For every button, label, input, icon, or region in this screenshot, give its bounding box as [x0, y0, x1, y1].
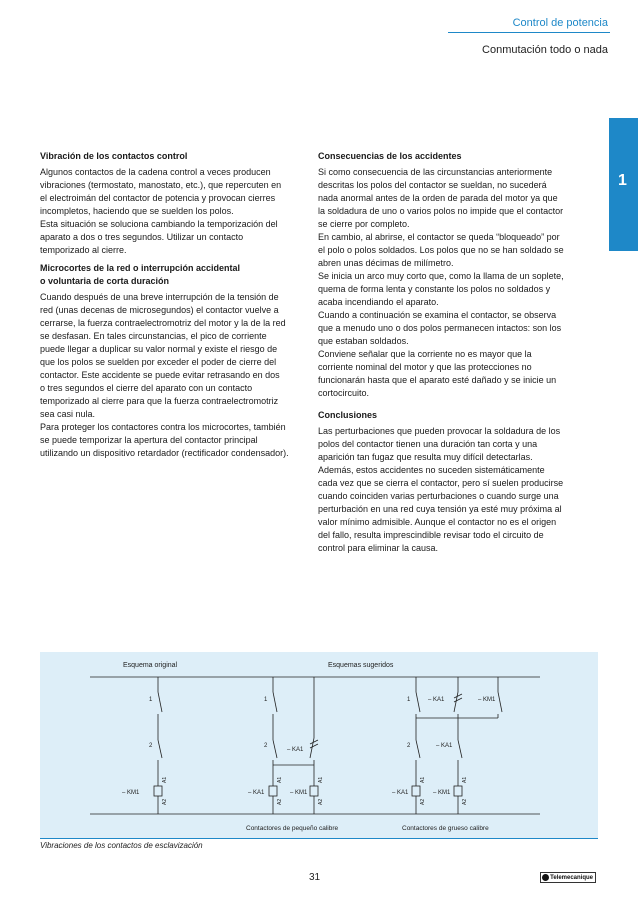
terminal-1: 1	[264, 697, 268, 703]
terminal-1: 1	[407, 697, 411, 703]
terminal-2: 2	[264, 743, 268, 749]
header-rule	[448, 32, 610, 33]
coil-ka1-label: – KA1	[392, 790, 409, 796]
label-suggested: Esquemas sugeridos	[328, 662, 394, 669]
terminal-a2: A2	[318, 798, 324, 805]
terminal-a1: A1	[277, 776, 283, 783]
contact-ka1-label: – KA1	[287, 747, 304, 753]
coil-km1-label: – KM1	[433, 790, 451, 796]
terminal-a1: A1	[462, 776, 468, 783]
section-title: Control de potencia	[512, 17, 608, 29]
paragraph-conclusiones: Las perturbaciones que pueden provocar la soldadura de los polos del contactor tienen una duración tan corta y una aparición tan fugaz que resulta muy difícil detectarlas. Además, estos accidentes no suceden sistemáticamente cada vez que se cierra el contactor, pero sí suelen producirse cuando coinciden varias perturbaciones o cuando surge una perturbación en una red cuya tensión ya esté muy próxima al valor mínimo admisible. Aunque el contactor no es el origen del fallo, resulta imprescindible revisar todo el circuito de control para eliminar la causa.	[318, 426, 564, 553]
paragraph-microcortes: Cuando después de una breve interrupción de la tensión de red (unas decenas de microsegundos) el contactor vuelve a cerrarse, la fuerza contraelectromotriz del motor y la de la red se desfasan. En tales circunstancias, el pico de corriente puede llegar a duplicar su valor normal y existe el riesgo de que los polos se suelden por exceder el poder de cierre del contactor. Este accidente se puede evitar retrasando en dos o tres segundos el cierre del aparato con un contacto temporizado al cierre para que la fuerza contraelectromotriz sea casi nula. Para proteger los contactores contra los microcortes, también se puede temporizar la apertura del contactor principal utilizando un dispositivo retardador (rectificador condensador).	[40, 292, 289, 458]
contact-ka1-label: – KA1	[428, 697, 445, 703]
caption-rule	[40, 838, 598, 839]
paragraph-consecuencias: Si como consecuencia de las circunstancias anteriormente descritas los polos del contactor se sueldan, no sucederá nada anormal antes de la orden de parada del motor ya que la soldadura de uno o varios polos no impide que el contactor se cierre por completo. En cambio, al abrirse, el contactor se queda “bloqueado” por el polo o polos soldados. Los polos que no se han soldado se abren unas décimas de milímetro. Se inicia un arco muy corto que, como la llama de un soplete, quema de forma lenta y constante los polos no soldados y acaba incendiando el aparato. Cuando a continuación se examina el contactor, se observa que a menudo uno o dos polos permanecen intactos: son los que estaban soldados. Conviene señalar que la corriente no es mayor que la corriente nominal del motor y que las protecciones no funcionarán hasta que el aparato esté dañado y se inicie un cortocircuito.	[318, 167, 564, 398]
terminal-a1: A1	[162, 776, 168, 783]
heading-conclusiones: Conclusiones	[318, 410, 378, 420]
terminal-2: 2	[407, 743, 411, 749]
circuit-diagram	[40, 652, 598, 838]
terminal-a2: A2	[277, 798, 283, 805]
section-subtitle: Conmutación todo o nada	[482, 44, 608, 56]
chapter-tab	[609, 118, 638, 251]
label-small-calibre: Contactores de pequeño calibre	[246, 825, 339, 832]
heading-consecuencias: Consecuencias de los accidentes	[318, 151, 462, 161]
left-column	[40, 150, 335, 465]
terminal-a1: A1	[318, 776, 324, 783]
telemecanique-logo	[540, 872, 596, 883]
contact-ka1-label-2: – KA1	[436, 743, 453, 749]
contact-km1-label: – KM1	[478, 697, 496, 703]
scheme-original	[122, 677, 168, 814]
logo-text: Telemecanique	[550, 875, 593, 881]
coil-ka1-label: – KA1	[248, 790, 265, 796]
scheme-small-calibre	[246, 677, 339, 832]
heading-microcortes: Microcortes de la red o interrupción accidental o voluntaria de corta duración	[40, 263, 241, 286]
logo-mark-icon	[542, 874, 549, 881]
chapter-number: 1	[618, 172, 627, 189]
terminal-a2: A2	[420, 798, 426, 805]
terminal-a2: A2	[162, 798, 168, 805]
scheme-large-calibre	[392, 677, 502, 832]
terminal-a2: A2	[462, 798, 468, 805]
paragraph-vibracion: Algunos contactos de la cadena control a veces producen vibraciones (termostato, manostato, etc.), que repercuten en el electroimán del contactor de potencia y provocan cierres incompletos, haciendo que se suelden los polos. Esta situación se soluciona cambiando la temporización del aparato a dos o tres segundos. Utilizar un contacto temporizado al cierre.	[40, 167, 282, 255]
circuit-figure	[40, 652, 598, 838]
coil-km1-label: – KM1	[290, 790, 308, 796]
right-column	[318, 150, 613, 560]
terminal-1: 1	[149, 697, 153, 703]
page-number: 31	[309, 872, 321, 883]
terminal-a1: A1	[420, 776, 426, 783]
label-large-calibre: Contactores de grueso calibre	[402, 825, 489, 832]
coil-km1-label: – KM1	[122, 790, 140, 796]
figure-caption: Vibraciones de los contactos de esclavización	[40, 841, 203, 850]
label-original: Esquema original	[123, 662, 178, 669]
terminal-2: 2	[149, 743, 153, 749]
heading-vibracion: Vibración de los contactos control	[40, 151, 188, 161]
